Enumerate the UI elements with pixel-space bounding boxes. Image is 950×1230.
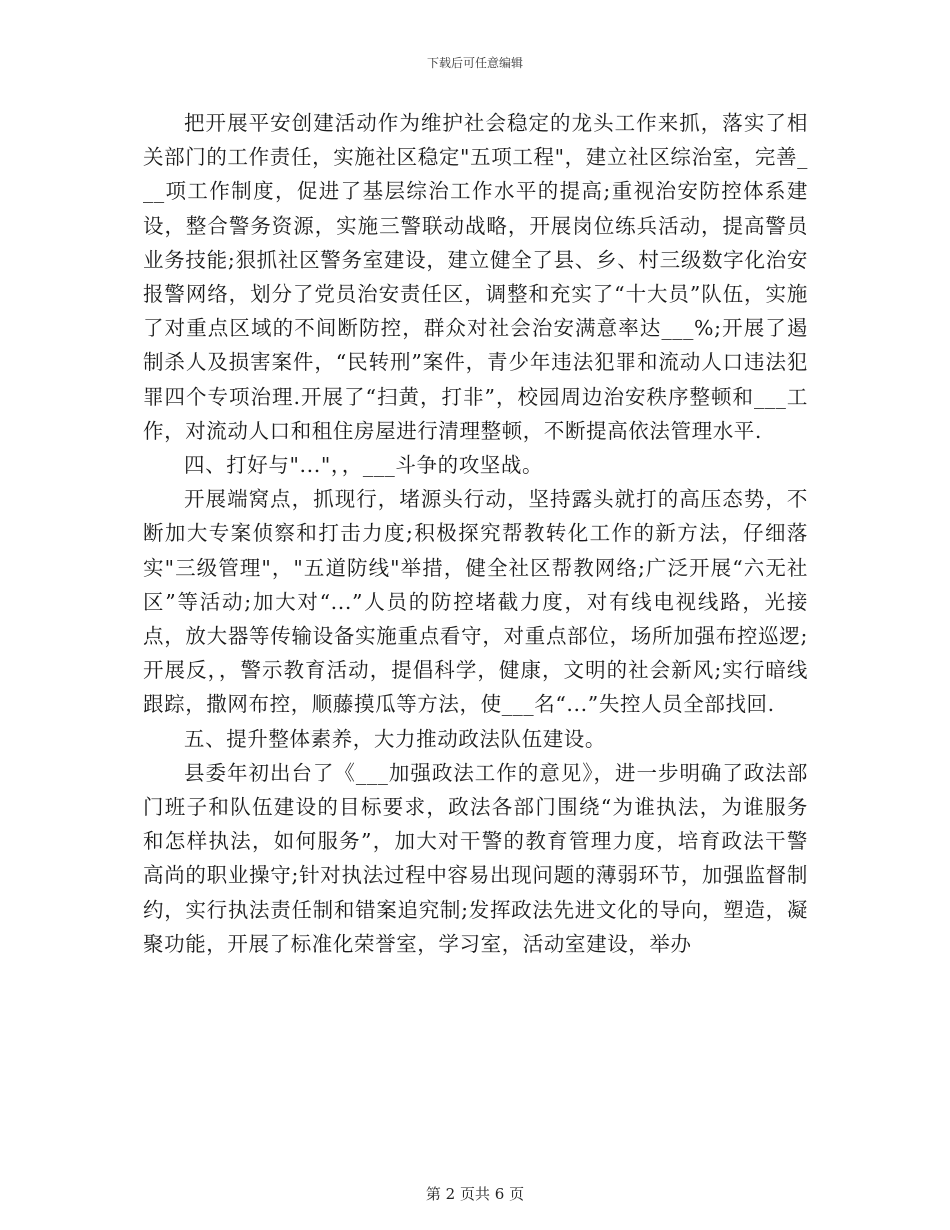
section-heading-four: 四、打好与"..."，，___斗争的攻坚战。 [184,453,544,478]
page-number: 第 2 页共 6 页 [425,1185,525,1203]
page-header: 下载后可任意编辑 [426,56,523,70]
document-body [143,106,808,961]
paragraph-team-building: 县委年初出台了《___加强政法工作的意见》，进一步明确了政法部门班子和队伍建设的目标要求，政法各部门围绕“为谁执法，为谁服务和怎样执法，如何服务”，加大对干警的教育管理力度，培育政法干警高尚的职业操守;针对执法过程中容易出现问题的薄弱环节，加强监督制约，实行执法责任制和错案追究制;发挥政法先进文化的导向，塑造，凝聚功能，开展了标准化荣誉室，学习室，活动室建设，举办 [143,760,808,956]
section-heading-five: 五、提升整体素养，大力推动政法队伍建设。 [184,726,606,751]
paragraph-public-security: 把开展平安创建活动作为维护社会稳定的龙头工作来抓，落实了相关部门的工作责任，实施社区稳定"五项工程"，建立社区综治室，完善___项工作制度，促进了基层综治工作水平的提高;重视治安防控体系建设，整合警务资源，实施三警联动战略，开展岗位练兵活动，提高警员业务技能;狠抓社区警务室建设，建立健全了县、乡、村三级数字化治安报警网络，划分了党员治安责任区，调整和充实了“十大员”队伍，实施了对重点区域的不间断防控，群众对社会治安满意率达___%;开展了遏制杀人及损害案件，“民转刑”案件，青少年违法犯罪和流动人口违法犯罪四个专项治理.开展了“扫黄，打非”，校园周边治安秩序整顿和___工作，对流动人口和租住房屋进行清理整顿，不断提高依法管理水平. [143,111,808,443]
paragraph-crackdown: 开展端窝点，抓现行，堵源头行动，坚持露头就打的高压态势，不断加大专案侦察和打击力度;积极探究帮教转化工作的新方法，仔细落实"三级管理"，"五道防线"举措，健全社区帮教网络;广泛开展“六无社区”等活动;加大对“...”人员的防控堵截力度，对有线电视线路，光接点，放大器等传输设备实施重点看守，对重点部位，场所加强布控巡逻;开展反，，警示教育活动，提倡科学，健康，文明的社会新风;实行暗线跟踪，撒网布控，顺藤摸瓜等方法，使___名“...”失控人员全部找回. [143,487,808,717]
